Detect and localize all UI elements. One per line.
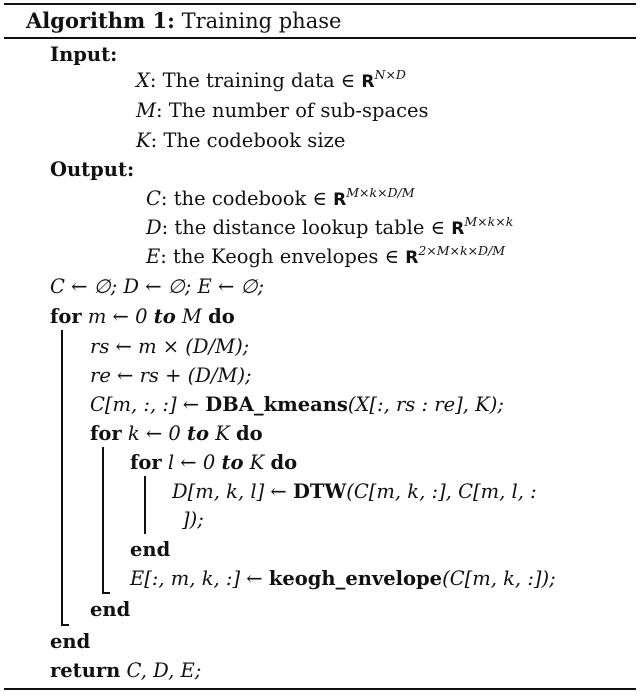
re-line: re ← rs + (D/M);: [90, 364, 252, 387]
input-item: M: The number of sub-spaces: [136, 99, 429, 122]
for-k-block-bar: [102, 447, 104, 593]
output-item: E: the Keogh envelopes ∈ $R^{2\times M\times k\times D/M}$: [146, 243, 506, 268]
for-m-block-bar: [61, 330, 63, 625]
for-m-block-tick: [61, 624, 69, 626]
bottom-rule: [4, 688, 636, 690]
output-item: C: the codebook ∈ $R^{M\times k\times D/M}$: [146, 185, 415, 210]
for-k-line: for k ← 0 to K do: [90, 422, 263, 445]
top-rule: [4, 3, 636, 5]
dtw-line: D[m, k, l] ← DTW(C[m, k, :], C[m, l, :: [172, 480, 537, 503]
output-item: D: the distance lookup table ∈ $R^{M\times k\times k}$: [146, 214, 514, 239]
output-heading: Output:: [50, 158, 135, 181]
for-k-block-tick: [102, 592, 110, 594]
input-heading: Input:: [50, 43, 118, 66]
input-item: X: The training data ∈ $R^{N\times D}$: [136, 67, 406, 92]
kmeans-line: C[m, :, :] ← DBA_kmeans(X[:, rs : re], K);: [90, 393, 504, 416]
envelope-line: E[:, m, k, :] ← keogh_envelope(C[m, k, :]);: [130, 567, 556, 590]
caption-rule: [4, 37, 636, 39]
rs-line: rs ← m × (D/M);: [90, 335, 250, 358]
end-for-l: end: [130, 538, 171, 561]
algorithm-caption: [26, 6, 341, 36]
algorithm-title: Training phase: [181, 9, 342, 33]
init-line: C ← ∅; D ← ∅; E ← ∅;: [50, 275, 265, 298]
for-l-block-bar: [144, 476, 146, 534]
return-line: return C, D, E;: [50, 659, 202, 682]
input-item: K: The codebook size: [136, 129, 346, 152]
for-m-line: for m ← 0 to M do: [50, 305, 235, 328]
dtw-continuation: ]);: [182, 508, 204, 531]
end-for-k: end: [90, 598, 131, 621]
end-for-m: end: [50, 630, 91, 653]
algorithm-label: Algorithm 1:: [26, 8, 175, 33]
for-l-line: for l ← 0 to K do: [130, 451, 298, 474]
